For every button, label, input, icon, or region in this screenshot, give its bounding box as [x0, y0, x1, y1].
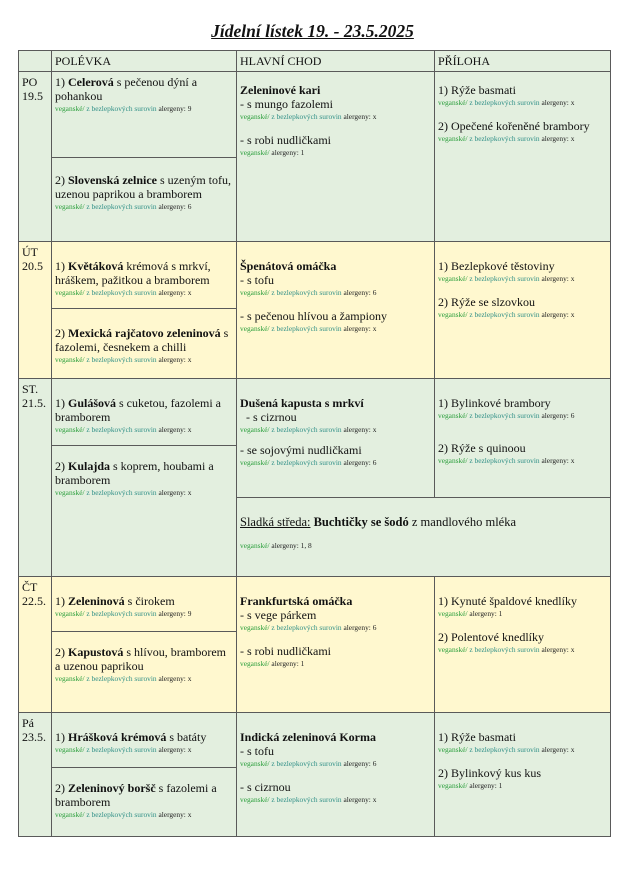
day-date: 22.5.	[22, 594, 46, 608]
header-day	[19, 51, 52, 72]
allergen-info	[55, 202, 233, 212]
labels-alergeny: alergeny:	[343, 759, 373, 768]
labels-alergeny: alergeny:	[271, 659, 301, 668]
labels-bezlepkovych: z bezlepkových surovin	[269, 288, 342, 297]
labels-alergeny: alergeny:	[343, 425, 373, 434]
pa-main-opt1-al: 6	[372, 759, 377, 768]
day-name: Pá	[22, 716, 34, 730]
header-soup: POLÉVKA	[52, 51, 237, 72]
pa-side1-text: 1) Rýže basmati	[438, 730, 516, 744]
labels-bezlepkovych: z bezlepkových surovin	[467, 645, 540, 654]
labels-alergeny: alergeny:	[469, 781, 499, 790]
st-soup1-name: Gulášová	[68, 396, 117, 410]
po-main-opt2-al: 1	[300, 148, 305, 157]
st-side2-alergeny: x	[570, 456, 575, 465]
po-main-name: Zeleninové kari	[240, 83, 321, 97]
allergen-info	[55, 810, 233, 820]
labels-veganske: veganské/	[438, 310, 468, 319]
labels-bezlepkovych: z bezlepkových surovin	[467, 98, 540, 107]
st-soup2-desc: s koprem, houbami a bramborem	[55, 459, 214, 487]
menu-item	[55, 173, 233, 201]
labels-veganske: veganské/	[240, 623, 270, 632]
labels-veganske: veganské/	[55, 104, 85, 113]
labels-veganske: veganské/	[55, 202, 85, 211]
labels-alergeny: alergeny:	[541, 645, 571, 654]
allergen-info	[438, 134, 607, 144]
labels-bezlepkovych: z bezlepkových surovin	[467, 310, 540, 319]
labels-veganske: veganské/	[240, 148, 270, 157]
st-soup2-name: Kulajda	[68, 459, 111, 473]
day-name: ST.	[22, 382, 39, 396]
labels-bezlepkovych: z bezlepkových surovin	[467, 274, 540, 283]
labels-bezlepkovych: z bezlepkových surovin	[269, 458, 342, 467]
allergen-info	[55, 288, 233, 298]
pa-soup1-num: 1)	[55, 730, 68, 744]
labels-alergeny: alergeny:	[541, 98, 571, 107]
menu-item	[55, 396, 233, 424]
po-soup2-desc: s uzeným tofu, uzenou paprikou a bramborem	[55, 173, 231, 201]
ut-side2-text: 2) Rýže se slzovkou	[438, 295, 535, 309]
ct-soup1-alergeny: 9	[187, 609, 192, 618]
po-main-opt1-al: x	[372, 112, 377, 121]
allergen-info	[55, 425, 233, 435]
menu-item	[55, 645, 233, 673]
ut-soup1-name: Květáková	[68, 259, 124, 273]
labels-alergeny: alergeny:	[541, 274, 571, 283]
menu-item	[240, 259, 431, 273]
labels-alergeny: alergeny:	[158, 202, 188, 211]
ut-main-opt1: - s tofu	[240, 273, 274, 287]
main-ut	[237, 242, 435, 379]
pa-side1-alergeny: x	[570, 745, 575, 754]
st-main-opt1: - s cizrnou	[240, 410, 297, 424]
labels-bezlepkovych: z bezlepkových surovin	[467, 411, 540, 420]
day-row-st	[19, 379, 611, 446]
allergen-info	[240, 148, 431, 158]
allergen-info	[55, 355, 233, 365]
allergen-info	[55, 488, 233, 498]
labels-bezlepkovych: z bezlepkových surovin	[269, 112, 342, 121]
ct-side2-alergeny: x	[570, 645, 575, 654]
labels-veganske: veganské/	[438, 456, 468, 465]
day-date: 19.5	[22, 89, 43, 103]
ct-side1-text: 1) Kynuté špaldové knedlíky	[438, 594, 577, 608]
menu-item	[240, 730, 431, 744]
labels-alergeny: alergeny:	[158, 674, 188, 683]
st-soup1-desc: s cuketou, fazolemi a bramborem	[55, 396, 221, 424]
ut-side1-text: 1) Bezlepkové těstoviny	[438, 259, 555, 273]
ut-soup1-alergeny: x	[187, 288, 192, 297]
pa-main-opt2: - s cizrnou	[240, 780, 291, 794]
labels-alergeny: alergeny:	[158, 288, 188, 297]
page-title: Jídelní lístek 19. - 23.5.2025	[211, 21, 414, 41]
labels-bezlepkovych: z bezlepkových surovin	[84, 810, 157, 819]
labels-bezlepkovych: z bezlepkových surovin	[269, 425, 342, 434]
labels-alergeny: alergeny:	[158, 104, 188, 113]
labels-veganske: veganské/	[55, 488, 85, 497]
menu-item	[240, 515, 607, 529]
labels-alergeny: alergeny:	[541, 411, 571, 420]
po-side2-alergeny: x	[570, 134, 575, 143]
allergen-info	[240, 288, 431, 298]
st-soup1-num: 1)	[55, 396, 68, 410]
ct-side2-text: 2) Polentové knedlíky	[438, 630, 544, 644]
ut-soup2-num: 2)	[55, 326, 68, 340]
main-st	[237, 379, 435, 498]
labels-veganske: veganské/	[438, 609, 468, 618]
labels-veganske: veganské/	[55, 425, 85, 434]
allergen-info	[240, 458, 431, 468]
day-cell-ct	[19, 577, 52, 713]
labels-veganske: veganské/	[55, 355, 85, 364]
labels-veganske: veganské/	[240, 112, 270, 121]
labels-veganske: veganské/	[240, 659, 270, 668]
po-soup2-alergeny: 6	[187, 202, 192, 211]
header-row	[19, 51, 611, 72]
soup-1-st	[52, 379, 237, 446]
ut-soup2-name: Mexická rajčatovo zeleninová	[68, 326, 221, 340]
pa-soup1-name: Hrášková krémová	[68, 730, 167, 744]
labels-bezlepkovych: z bezlepkových surovin	[84, 609, 157, 618]
labels-alergeny: alergeny:	[158, 488, 188, 497]
ct-main-name: Frankfurtská omáčka	[240, 594, 353, 608]
soup-2-po	[52, 158, 237, 242]
ut-soup2-desc: s fazolemi, česnekem a chilli	[55, 326, 229, 354]
labels-bezlepkovych: z bezlepkových surovin	[269, 324, 342, 333]
sweet-wednesday	[237, 498, 611, 577]
po-side2-text: 2) Opečené kořeněné brambory	[438, 119, 590, 133]
labels-alergeny: alergeny:	[158, 425, 188, 434]
ct-soup1-name: Zeleninová	[68, 594, 125, 608]
labels-alergeny: alergeny:	[541, 456, 571, 465]
menu-item	[55, 326, 233, 354]
labels-bezlepkovych: z bezlepkových surovin	[84, 745, 157, 754]
labels-veganske: veganské/	[438, 134, 468, 143]
labels-alergeny: alergeny:	[343, 324, 373, 333]
day-name: ČT	[22, 580, 38, 594]
labels-veganske: veganské/	[438, 274, 468, 283]
menu-item	[55, 730, 233, 744]
pa-soup1-desc: s batáty	[166, 730, 207, 744]
day-row-ut	[19, 242, 611, 309]
allergen-info	[240, 659, 431, 669]
allergen-info	[438, 411, 607, 421]
labels-alergeny: alergeny:	[343, 623, 373, 632]
day-cell-pa	[19, 713, 52, 837]
labels-alergeny: alergeny:	[271, 148, 301, 157]
labels-bezlepkovych: z bezlepkových surovin	[84, 288, 157, 297]
ut-main-opt1-al: 6	[372, 288, 377, 297]
labels-bezlepkovych: z bezlepkových surovin	[84, 104, 157, 113]
st-side2-text: 2) Rýže s quinoou	[438, 441, 526, 455]
po-side1-alergeny: x	[570, 98, 575, 107]
soup-1-ct	[52, 577, 237, 632]
allergen-info	[240, 541, 607, 551]
side-pa	[435, 713, 611, 837]
labels-alergeny: alergeny:	[271, 541, 301, 550]
allergen-info	[438, 310, 607, 320]
labels-veganske: veganské/	[438, 781, 468, 790]
day-cell-ut	[19, 242, 52, 379]
menu-item	[55, 781, 233, 809]
po-soup1-num: 1)	[55, 75, 68, 89]
menu-item	[55, 594, 233, 608]
labels-bezlepkovych: z bezlepkových surovin	[467, 456, 540, 465]
po-soup2-name: Slovenská zelnice	[68, 173, 157, 187]
labels-bezlepkovych: z bezlepkových surovin	[467, 134, 540, 143]
pa-soup2-alergeny: x	[187, 810, 192, 819]
menu-table	[18, 50, 611, 837]
po-main-opt1: - s mungo fazolemi	[240, 97, 333, 111]
st-sweet-desc: z mandlového mléka	[408, 515, 517, 529]
labels-alergeny: alergeny:	[158, 609, 188, 618]
allergen-info	[55, 104, 233, 114]
labels-veganske: veganské/	[240, 795, 270, 804]
day-row-pa	[19, 713, 611, 768]
labels-veganske: veganské/	[55, 745, 85, 754]
menu-item	[240, 83, 431, 97]
ut-soup2-alergeny: x	[187, 355, 192, 364]
ct-soup1-num: 1)	[55, 594, 68, 608]
day-row-po	[19, 72, 611, 158]
allergen-info	[438, 456, 607, 466]
pa-main-opt2-al: x	[372, 795, 377, 804]
ct-main-opt2-al: 1	[300, 659, 305, 668]
labels-alergeny: alergeny:	[158, 810, 188, 819]
ut-main-name: Špenátová omáčka	[240, 259, 337, 273]
po-soup1-alergeny: 9	[187, 104, 192, 113]
soup-2-pa	[52, 768, 237, 837]
labels-bezlepkovych: z bezlepkových surovin	[269, 623, 342, 632]
ut-soup1-num: 1)	[55, 259, 68, 273]
menu-item	[55, 75, 233, 103]
st-main-opt1-al: x	[372, 425, 377, 434]
allergen-info	[55, 674, 233, 684]
labels-veganske: veganské/	[240, 458, 270, 467]
labels-alergeny: alergeny:	[158, 355, 188, 364]
st-main-opt2-al: 6	[372, 458, 377, 467]
ct-main-opt1: - s vege párkem	[240, 608, 317, 622]
ct-soup2-desc: s hlívou, bramborem a uzenou paprikou	[55, 645, 227, 673]
st-sweet-label: Sladká středa:	[240, 515, 311, 529]
allergen-info	[240, 324, 431, 334]
allergen-info	[240, 425, 431, 435]
day-date: 21.5.	[22, 396, 46, 410]
labels-veganske: veganské/	[438, 645, 468, 654]
ut-side1-alergeny: x	[570, 274, 575, 283]
allergen-info	[438, 274, 607, 284]
soup-2-ut	[52, 309, 237, 379]
labels-veganske: veganské/	[438, 98, 468, 107]
labels-veganske: veganské/	[240, 324, 270, 333]
po-soup1-desc: s pečenou dýní a pohankou	[55, 75, 198, 103]
st-side1-alergeny: 6	[570, 411, 575, 420]
day-name: PO	[22, 75, 38, 89]
header-side: PŘÍLOHA	[435, 51, 611, 72]
pa-soup2-desc: s fazolemi a bramborem	[55, 781, 217, 809]
soup-1-po	[52, 72, 237, 158]
labels-bezlepkovych: z bezlepkových surovin	[84, 355, 157, 364]
soup-1-ut	[52, 242, 237, 309]
labels-bezlepkovych: z bezlepkových surovin	[467, 745, 540, 754]
allergen-info	[240, 795, 431, 805]
side-ct	[435, 577, 611, 713]
labels-bezlepkovych: z bezlepkových surovin	[84, 674, 157, 683]
day-cell-po	[19, 72, 52, 242]
allergen-info	[55, 609, 233, 619]
labels-alergeny: alergeny:	[343, 795, 373, 804]
menu-item	[55, 259, 233, 287]
main-pa	[237, 713, 435, 837]
labels-veganske: veganské/	[55, 609, 85, 618]
pa-main-opt1: - s tofu	[240, 744, 274, 758]
ct-main-opt2: - s robi nudličkami	[240, 644, 331, 658]
pa-soup2-name: Zeleninový boršč	[68, 781, 156, 795]
labels-alergeny: alergeny:	[343, 288, 373, 297]
labels-veganske: veganské/	[240, 288, 270, 297]
menu-item	[240, 594, 431, 608]
ut-soup1-desc: krémová s mrkví, hráškem, pažitkou a bramborem	[55, 259, 211, 287]
po-main-opt2: - s robi nudličkami	[240, 133, 331, 147]
soup-2-ct	[52, 632, 237, 713]
labels-alergeny: alergeny:	[541, 745, 571, 754]
pa-main-name: Indická zeleninová Korma	[240, 730, 377, 744]
side-st	[435, 379, 611, 498]
pa-side2-text: 2) Bylinkový kus kus	[438, 766, 542, 780]
labels-alergeny: alergeny:	[541, 134, 571, 143]
labels-bezlepkovych: z bezlepkových surovin	[269, 759, 342, 768]
labels-veganske: veganské/	[438, 745, 468, 754]
allergen-info	[438, 609, 607, 619]
ct-soup2-alergeny: x	[187, 674, 192, 683]
labels-veganske: veganské/	[55, 810, 85, 819]
day-date: 23.5.	[22, 730, 46, 744]
ct-main-opt1-al: 6	[372, 623, 377, 632]
ct-soup1-desc: s čirokem	[124, 594, 175, 608]
header-main: HLAVNÍ CHOD	[237, 51, 435, 72]
labels-alergeny: alergeny:	[158, 745, 188, 754]
ut-main-opt2-al: x	[372, 324, 377, 333]
po-side1-text: 1) Rýže basmati	[438, 83, 516, 97]
day-date: 20.5	[22, 259, 43, 273]
day-name: ÚT	[22, 245, 38, 259]
labels-veganske: veganské/	[55, 288, 85, 297]
side-po	[435, 72, 611, 242]
allergen-info	[240, 759, 431, 769]
allergen-info	[240, 112, 431, 122]
po-soup1-name: Celerová	[68, 75, 114, 89]
labels-veganske: veganské/	[55, 674, 85, 683]
allergen-info	[55, 745, 233, 755]
day-row-ct	[19, 577, 611, 632]
st-sweet-name: Buchtičky se šodó	[313, 515, 409, 529]
labels-bezlepkovych: z bezlepkových surovin	[84, 202, 157, 211]
ut-side2-alergeny: x	[570, 310, 575, 319]
labels-veganske: veganské/	[438, 411, 468, 420]
labels-veganske: veganské/	[240, 759, 270, 768]
st-main-name: Dušená kapusta s mrkví	[240, 396, 364, 410]
allergen-info	[438, 745, 607, 755]
labels-alergeny: alergeny:	[469, 609, 499, 618]
labels-veganske: veganské/	[240, 425, 270, 434]
allergen-info	[438, 781, 607, 791]
main-po	[237, 72, 435, 242]
st-soup1-alergeny: x	[187, 425, 192, 434]
st-soup2-alergeny: x	[187, 488, 192, 497]
pa-side2-alergeny: 1	[498, 781, 503, 790]
allergen-info	[438, 645, 607, 655]
st-sweet-alergeny: 1, 8	[300, 541, 312, 550]
pa-soup2-num: 2)	[55, 781, 68, 795]
main-ct	[237, 577, 435, 713]
labels-bezlepkovych: z bezlepkových surovin	[84, 488, 157, 497]
ct-side1-alergeny: 1	[498, 609, 503, 618]
po-soup2-num: 2)	[55, 173, 68, 187]
ct-soup2-num: 2)	[55, 645, 68, 659]
labels-bezlepkovych: z bezlepkových surovin	[84, 425, 157, 434]
st-side1-text: 1) Bylinkové brambory	[438, 396, 551, 410]
st-soup2-num: 2)	[55, 459, 68, 473]
labels-alergeny: alergeny:	[343, 112, 373, 121]
st-main-opt2: - se sojovými nudličkami	[240, 443, 362, 457]
pa-soup1-alergeny: x	[187, 745, 192, 754]
menu-item	[240, 396, 431, 410]
labels-alergeny: alergeny:	[541, 310, 571, 319]
ct-soup2-name: Kapustová	[68, 645, 124, 659]
soup-2-st	[52, 446, 237, 577]
labels-bezlepkovych: z bezlepkových surovin	[269, 795, 342, 804]
ut-main-opt2: - s pečenou hlívou a žampiony	[240, 309, 387, 323]
labels-alergeny: alergeny:	[343, 458, 373, 467]
side-ut	[435, 242, 611, 379]
soup-1-pa	[52, 713, 237, 768]
menu-item	[55, 459, 233, 487]
allergen-info	[438, 98, 607, 108]
day-cell-st	[19, 379, 52, 577]
labels-veganske: veganské/	[240, 541, 270, 550]
allergen-info	[240, 623, 431, 633]
